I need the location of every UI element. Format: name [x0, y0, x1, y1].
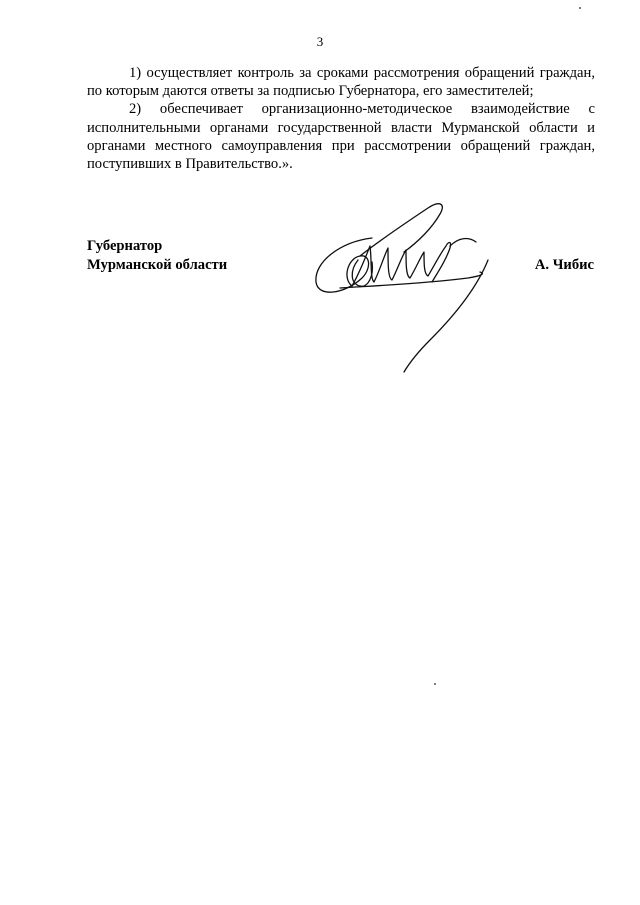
handwritten-signature — [300, 190, 510, 380]
page-number: 3 — [316, 34, 324, 49]
scan-speck — [434, 683, 436, 685]
scan-speck — [579, 7, 581, 9]
signer-position-line-2: Мурманской области — [87, 257, 228, 273]
signer-name: А. Чибис — [534, 257, 594, 273]
document-body — [87, 64, 595, 173]
signer-position-line-1: Губернатор — [87, 238, 163, 254]
paragraph-item-2: 2) обеспечивает организационно-методическое взаимодействие с исполнительными органами государственной власти Мурманской области и органами местного самоуправления при рассмотрении обращений граждан, поступивших в Правительство.». — [87, 101, 595, 173]
signer-position — [87, 237, 227, 275]
paragraph-item-1: 1) осуществляет контроль за сроками рассмотрения обращений граждан, по которым даются ответы за подписью Губернатора, его заместителей; — [87, 65, 595, 100]
